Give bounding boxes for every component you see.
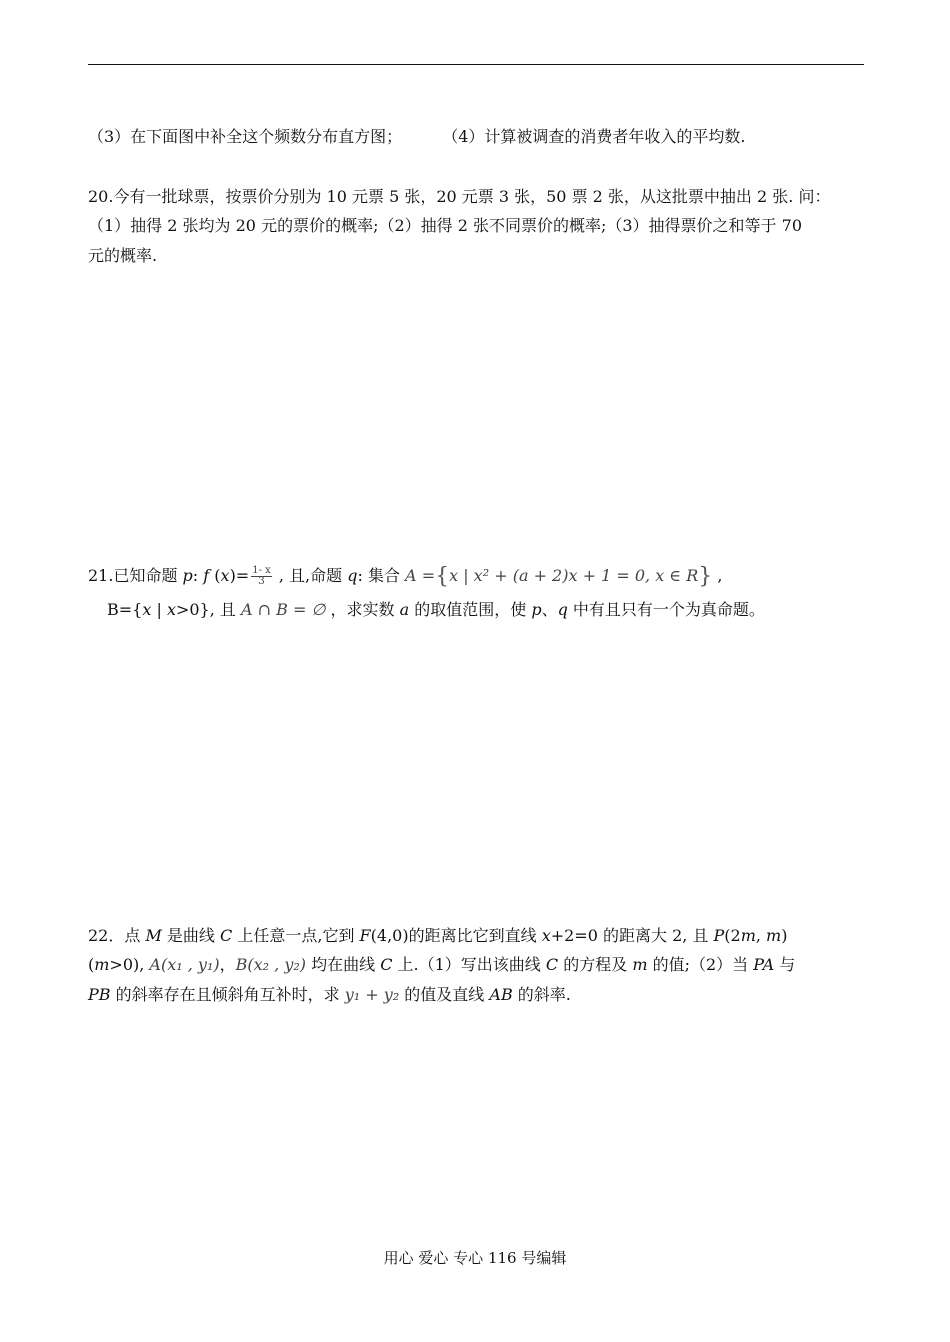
var-f: f (203, 566, 210, 585)
q21-colon: : (192, 566, 204, 585)
var-m-point: M (145, 926, 162, 945)
q22-text: >0), (109, 955, 150, 974)
q21-paren-close: )= (229, 566, 250, 585)
var-q: q (347, 566, 358, 585)
var-m: m (740, 926, 756, 945)
var-q: q (557, 600, 568, 619)
q21-text: ，求实数 (325, 600, 400, 619)
page-footer: 用心 爱心 专心 116 号编辑 (383, 1249, 567, 1267)
q21-text: 的取值范围，使 (409, 600, 532, 619)
fraction-numerator: 1- x (252, 565, 271, 576)
q22-text: (4,0)的距离比它到直线 (370, 926, 542, 945)
point-b: B(x₂ , y₂) (235, 955, 307, 974)
fraction-denominator: 3 (258, 576, 265, 587)
fraction (251, 566, 272, 587)
point-a: A(x₁ , y₁) (149, 955, 220, 974)
q20-line2: （1）抽得 2 张均为 20 元的票价的概率;（2）抽得 2 张不同票价的概率;（3）抽得票价之和等于 70 (88, 216, 803, 235)
q22-text: 是曲线 (161, 926, 221, 945)
var-pb: PB (88, 985, 111, 1004)
q21-prefix: 21.已知命题 (88, 566, 183, 585)
var-p: p (531, 600, 542, 619)
var-x: x (166, 600, 176, 619)
q22-text: 的斜率存在且倾斜角互补时，求 (110, 985, 345, 1004)
var-p-point: P (713, 926, 725, 945)
q22-text: ) (781, 926, 788, 945)
q22-text: 均在曲线 (306, 955, 381, 974)
var-x: x (220, 566, 230, 585)
set-b-open: B={ (107, 600, 143, 619)
q22-line1 (88, 926, 787, 946)
var-a: a (399, 600, 410, 619)
q21-line2 (107, 600, 765, 620)
var-m: m (766, 926, 782, 945)
q22-text: 上.（1）写出该曲线 (392, 955, 546, 974)
var-x: x (142, 600, 152, 619)
q19-part4: （4）计算被调查的消费者年收入的平均数. (442, 127, 746, 146)
left-brace: { (435, 564, 450, 589)
q20-line3: 元的概率. (88, 246, 158, 265)
set-b-condition: >0}, 且 (175, 600, 241, 619)
var-c: C (220, 926, 233, 945)
q19-continued-line (88, 127, 745, 147)
q19-part3: （3）在下面图中补全这个频数分布直方图； (88, 127, 403, 146)
var-c: C (545, 955, 559, 974)
header-rule (88, 64, 864, 65)
var-pa: PA (753, 955, 775, 974)
q22-text: ， (219, 955, 236, 974)
q22-text: 上任意一点,它到 (232, 926, 360, 945)
q22-text: +2=0 的距离大 2, 且 (550, 926, 714, 945)
var-x: x (541, 926, 551, 945)
q21-line1 (88, 566, 722, 587)
intersection-expression: A ∩ B = ∅ (241, 600, 326, 619)
set-b-bar: | (151, 600, 167, 619)
q22-text: (2 (724, 926, 741, 945)
q21-tail: , (712, 566, 723, 585)
y-sum-expression: y₁ + y₂ (344, 985, 400, 1004)
right-brace: } (698, 564, 713, 589)
q21-mid: , 且,命题 (273, 566, 348, 585)
q21-end: 中有且只有一个为真命题。 (567, 600, 765, 619)
var-m: m (632, 955, 648, 974)
var-f-point: F (359, 926, 371, 945)
q21-set-text: : 集合 (357, 566, 406, 585)
set-a-definition: x | x² + (a + 2)x + 1 = 0, x ∈ R (449, 566, 699, 585)
var-c: C (380, 955, 393, 974)
q22-text: 的值及直线 (399, 985, 490, 1004)
q22-text: 22．点 (88, 926, 146, 945)
q22-text: 的值;（2）当 (647, 955, 754, 974)
q22-line3 (88, 985, 571, 1005)
var-m: m (94, 955, 110, 974)
q22-line2: (m>0), A(x₁ , y₁)，B(x₂ , y₂) 均在曲线 C 上.（1）写出该曲线 C 的方程及 m 的值;（2）当 PA 与 (88, 955, 796, 974)
separator: 、 (541, 600, 558, 619)
q20-line1: 20.今有一批球票，按票价分别为 10 元票 5 张，20 元票 3 张，50 票 2 张，从这批票中抽出 2 张. 问： (88, 187, 831, 206)
set-a-label: A = (405, 566, 436, 585)
q21-paren: ( (209, 566, 221, 585)
q22-text: 的斜率. (512, 985, 571, 1004)
q22-text: , (755, 926, 767, 945)
q22-text: 与 (774, 955, 796, 974)
var-p: p (182, 566, 193, 585)
q22-text: 的方程及 (558, 955, 633, 974)
var-ab: AB (489, 985, 513, 1004)
